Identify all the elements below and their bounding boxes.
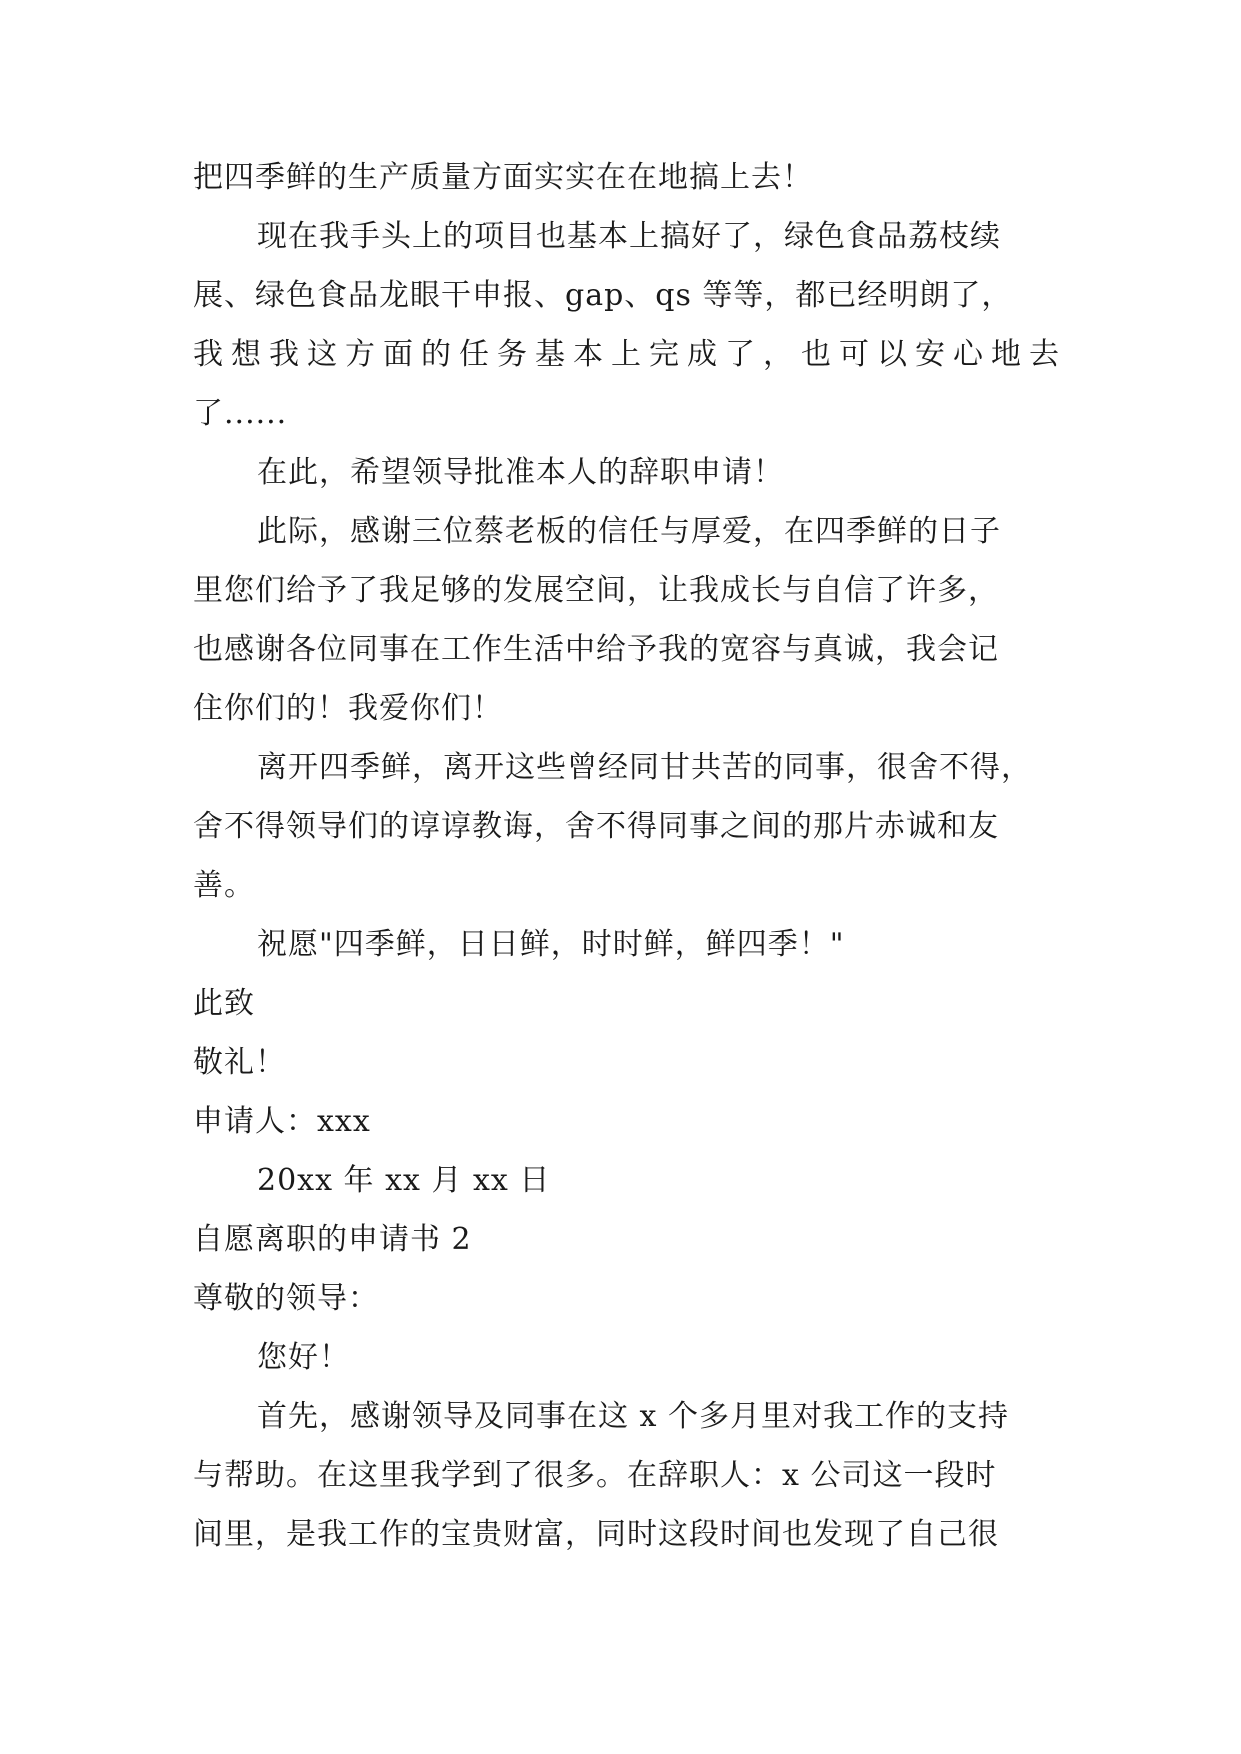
text-line: 舍不得领导们的谆谆教诲，舍不得同事之间的那片赤诚和友 xyxy=(193,809,999,844)
greeting: 您好！ xyxy=(257,1340,350,1375)
text-line: 里您们给予了我足够的发展空间，让我成长与自信了许多， xyxy=(193,573,999,608)
text-line: 祝愿"四季鲜，日日鲜，时时鲜，鲜四季！" xyxy=(257,927,845,962)
applicant-signature: 申请人：xxx xyxy=(193,1104,371,1139)
text-line: 现在我手头上的项目也基本上搞好了，绿色食品荔枝续 xyxy=(257,219,1001,254)
document-page xyxy=(193,148,1067,1564)
text-line: 把四季鲜的生产质量方面实实在在地搞上去！ xyxy=(193,160,813,195)
text-line: 间里，是我工作的宝贵财富，同时这段时间也发现了自己很 xyxy=(193,1517,999,1552)
text-line: 我想我这方面的任务基本上完成了，也可以安心地去 xyxy=(193,337,1067,372)
text-line: 善。 xyxy=(193,868,255,903)
closing-salutation: 此致 xyxy=(193,986,255,1021)
text-line: 此际，感谢三位蔡老板的信任与厚爱，在四季鲜的日子 xyxy=(257,514,1001,549)
closing-regards: 敬礼！ xyxy=(193,1045,286,1080)
text-line: 离开四季鲜，离开这些曾经同甘共苦的同事，很舍不得， xyxy=(257,750,1032,785)
section-title: 自愿离职的申请书 2 xyxy=(193,1222,472,1257)
text-line: 与帮助。在这里我学到了很多。在辞职人：x 公司这一段时 xyxy=(193,1458,997,1493)
text-line: 首先，感谢领导及同事在这 x 个多月里对我工作的支持 xyxy=(257,1399,1009,1434)
text-line: 也感谢各位同事在工作生活中给予我的宽容与真诚，我会记 xyxy=(193,632,999,667)
text-line: 在此，希望领导批准本人的辞职申请！ xyxy=(257,455,784,490)
date-line: 20xx 年 xx 月 xx 日 xyxy=(257,1163,551,1198)
greeting-recipient: 尊敬的领导： xyxy=(193,1281,379,1316)
text-line: 住你们的！我爱你们！ xyxy=(193,691,503,726)
text-line: 了...... xyxy=(193,396,288,431)
text-line: 展、绿色食品龙眼干申报、gap、qs 等等，都已经明朗了， xyxy=(193,278,1013,313)
